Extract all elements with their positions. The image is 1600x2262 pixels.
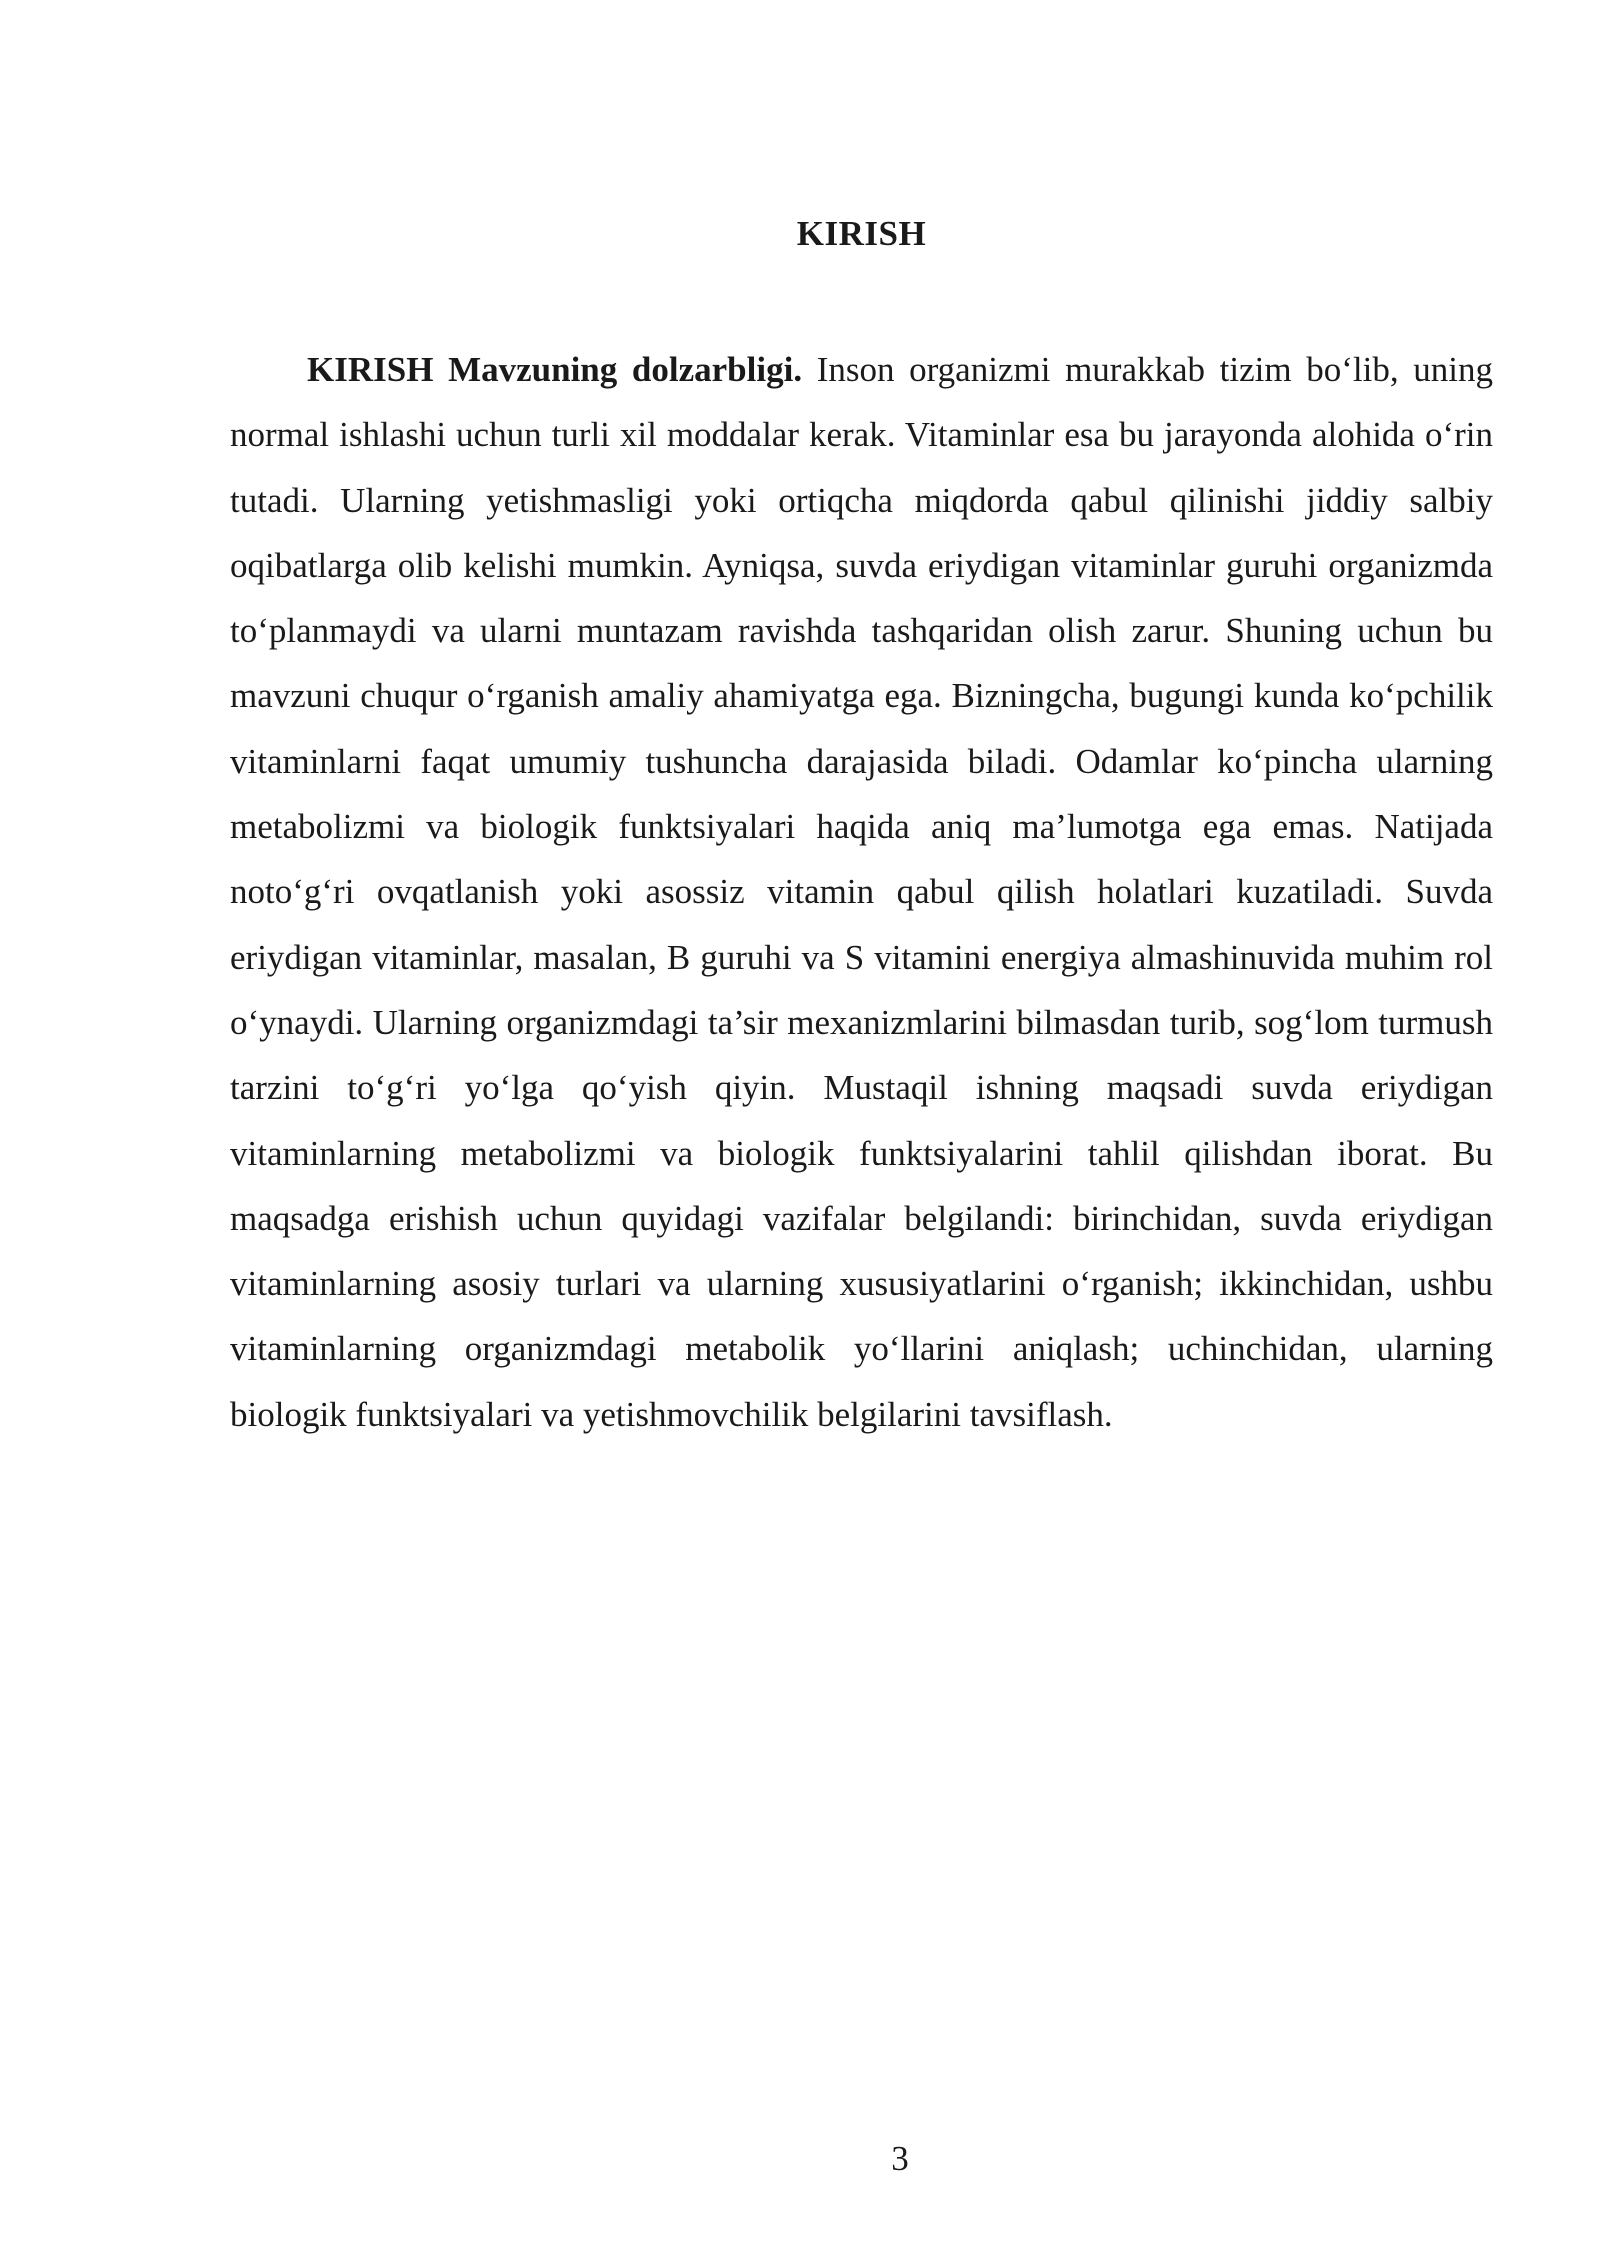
- body-paragraph: [230, 337, 1493, 1447]
- paragraph-lead: KIRISH Mavzuning dolzarbligi.: [307, 350, 803, 389]
- section-heading: KIRISH: [796, 214, 927, 253]
- paragraph-text: Inson organizmi murakkab tizim bo‘lib, uning normal ishlashi uchun turli xil moddalar kerak. Vitaminlar esa bu jarayonda alohida o‘rin tutadi. Ularning yetishmasligi yoki ortiqcha miqdorda qabul qilinishi jiddiy salbiy oqibatlarga olib kelishi mumkin. Ayniqsa, suvda eriydigan vitaminlar guruhi organizmda to‘planmaydi va ularni muntazam ravishda tashqaridan olish zarur. Shuning uchun bu mavzuni chuqur o‘rganish amaliy ahamiyatga ega. Bizningcha, bugungi kunda ko‘pchilik vitaminlarni faqat umumiy tushuncha darajasida biladi. Odamlar ko‘pincha ularning metabolizmi va biologik funktsiyalari haqida aniq ma’lumotga ega emas. Natijada noto‘g‘ri ovqatlanish yoki asossiz vitamin qabul qilish holatlari kuzatiladi. Suvda eriydigan vitaminlar, masalan, B guruhi va S vitamini energiya almashinuvida muhim rol o‘ynaydi. Ularning organizmdagi ta’sir mexanizmlarini bilmasdan turib, sog‘lom turmush tarzini to‘g‘ri yo‘lga qo‘yish qiyin. Mustaqil ishning maqsadi suvda eriydigan vitaminlarning metabolizmi va biologik funktsiyalarini tahlil qilishdan iborat. Bu maqsadga erishish uchun quyidagi vazifalar belgilandi: birinchidan, suvda eriydigan vitaminlarning asosiy turlari va ularning xususiyatlarini o‘rganish; ikkinchidan, ushbu vitaminlarning organizmdagi metabolik yo‘llarini aniqlash; uchinchidan, ularning biologik funktsiyalari va yetishmovchilik belgilarini tavsiflash.: [230, 350, 1493, 1434]
- page-number: 3: [891, 2139, 909, 2178]
